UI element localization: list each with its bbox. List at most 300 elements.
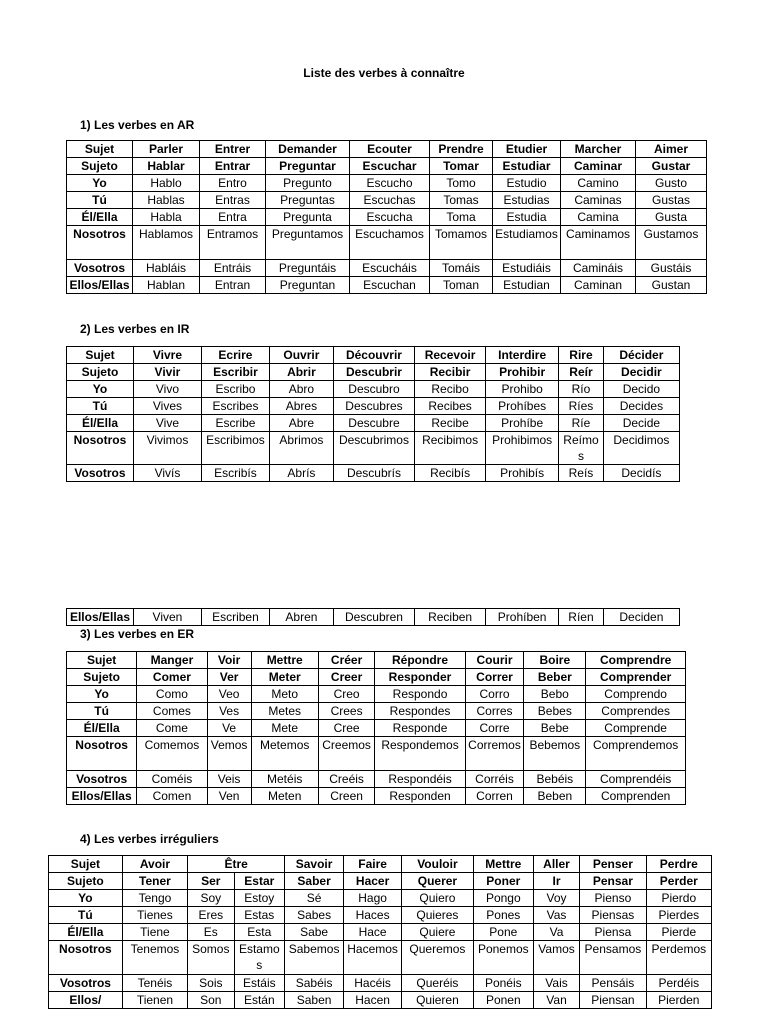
table-cell: Descubrís — [333, 465, 414, 482]
table-cell: Sabéis — [285, 975, 344, 992]
table-row — [49, 924, 712, 941]
table-row — [67, 465, 680, 482]
table-cell: Comen — [137, 788, 207, 805]
table-cell: Hago — [344, 890, 402, 907]
table-row — [49, 890, 712, 907]
table-cell: Entráis — [200, 260, 266, 277]
table-cell: Pones — [473, 907, 533, 924]
row-subject-cell: Ellos/Ellas — [67, 609, 134, 626]
row-subject-cell: Yo — [67, 686, 137, 703]
row-subject-cell: Nosotros — [49, 941, 123, 975]
table-cell: Bebe — [524, 720, 586, 737]
table-cell: Prohíbe — [486, 415, 559, 432]
table-cell: Gusta — [636, 209, 707, 226]
table-cell: Creéis — [318, 771, 375, 788]
table-cell: Descubren — [333, 609, 414, 626]
table-row — [49, 975, 712, 992]
table-cell: Pensamos — [580, 941, 646, 975]
table-cell: Decides — [603, 398, 679, 415]
table-cell: Ver — [207, 669, 251, 686]
table-cell: Perdéis — [646, 975, 711, 992]
table-cell: Interdire — [486, 347, 559, 364]
table-cell: Sois — [188, 975, 234, 992]
table-row — [67, 609, 680, 626]
table-cell: Bebéis — [524, 771, 586, 788]
table-cell: Escribo — [201, 381, 269, 398]
table-row — [67, 260, 707, 277]
table-row — [67, 737, 686, 771]
table-cell: Corro — [465, 686, 524, 703]
table-cell: Haces — [344, 907, 402, 924]
table-cell: Reímos — [559, 432, 604, 465]
table-cell: Respondo — [375, 686, 465, 703]
table-cell: Somos — [188, 941, 234, 975]
table-cell: Gusto — [636, 175, 707, 192]
table-cell: Ponen — [473, 992, 533, 1009]
table-cell: Entra — [200, 209, 266, 226]
table-cell: Escribimos — [201, 432, 269, 465]
table-cell: Escucho — [350, 175, 430, 192]
table-cell: Hacemos — [344, 941, 402, 975]
table-cell: Comprendo — [586, 686, 686, 703]
table-cell: Caminamos — [561, 226, 636, 260]
table-cell: Caminas — [561, 192, 636, 209]
table-cell: Hablas — [133, 192, 200, 209]
table-header-cell: Aller — [533, 856, 579, 873]
row-subject-cell: Tú — [67, 703, 137, 720]
table-cell: Ecouter — [350, 141, 430, 158]
table-cell: Deciden — [603, 609, 679, 626]
row-subject-cell: Sujeto — [67, 158, 133, 175]
table-cell: Estudias — [493, 192, 561, 209]
table-cell: Recibes — [415, 398, 486, 415]
table-cell: Sabes — [285, 907, 344, 924]
table-cell: Correr — [465, 669, 524, 686]
row-subject-cell: Sujet — [67, 652, 137, 669]
table-cell: Preguntan — [266, 277, 350, 294]
table-cell: Estar — [234, 873, 285, 890]
row-subject-cell: Nosotros — [67, 226, 133, 260]
page-title: Liste des verbes à connaître — [303, 66, 465, 80]
table-cell: Abres — [269, 398, 333, 415]
table-cell: Son — [188, 992, 234, 1009]
table-cell: Queremos — [402, 941, 474, 975]
table-cell: Prohibo — [486, 381, 559, 398]
table-cell: Beber — [524, 669, 586, 686]
table-cell: Pienso — [580, 890, 646, 907]
table-row — [67, 398, 680, 415]
row-subject-cell: Tú — [49, 907, 123, 924]
row-subject-cell: Nosotros — [67, 737, 137, 771]
table-cell: Pierden — [646, 992, 711, 1009]
table-cell: Comprendre — [586, 652, 686, 669]
table-cell: Tenéis — [122, 975, 187, 992]
table-cell: Abren — [269, 609, 333, 626]
table-cell: Quiero — [402, 890, 474, 907]
row-subject-cell: Yo — [49, 890, 123, 907]
row-subject-cell: Él/Ella — [67, 415, 134, 432]
table-row — [67, 686, 686, 703]
row-subject-cell: Ellos/Ellas — [67, 788, 137, 805]
table-cell: Abrir — [269, 364, 333, 381]
table-cell: Tenemos — [122, 941, 187, 975]
table-cell: Tienes — [122, 907, 187, 924]
section-heading-irregular: 4) Les verbes irréguliers — [80, 832, 219, 846]
table-cell: Saben — [285, 992, 344, 1009]
table-cell: Cree — [318, 720, 375, 737]
verbs-ir-continuation-table — [66, 608, 680, 626]
table-cell: Reír — [559, 364, 604, 381]
table-cell: Abre — [269, 415, 333, 432]
table-cell: Habla — [133, 209, 200, 226]
table-cell: Entramos — [200, 226, 266, 260]
table-cell: Vemos — [207, 737, 251, 771]
table-cell: Prohíbes — [486, 398, 559, 415]
row-subject-cell: Sujet — [67, 141, 133, 158]
table-cell: Vivimos — [133, 432, 201, 465]
table-cell: Estoy — [234, 890, 285, 907]
table-cell: Decidís — [603, 465, 679, 482]
table-cell: Hablo — [133, 175, 200, 192]
table-cell: Ríes — [559, 398, 604, 415]
table-cell: Gustamos — [636, 226, 707, 260]
row-subject-cell: Tú — [67, 398, 134, 415]
table-cell: Recevoir — [415, 347, 486, 364]
table-cell: Etudier — [493, 141, 561, 158]
table-row — [67, 192, 707, 209]
row-subject-cell: Ellos/ — [49, 992, 123, 1009]
table-cell: Meten — [251, 788, 318, 805]
table-cell: Ser — [188, 873, 234, 890]
table-cell: Sabe — [285, 924, 344, 941]
table-cell: Abrís — [269, 465, 333, 482]
table-row — [49, 873, 712, 890]
table-cell: Escucha — [350, 209, 430, 226]
table-cell: Escribir — [201, 364, 269, 381]
table-cell: Demander — [266, 141, 350, 158]
row-subject-cell: Vosotros — [67, 260, 133, 277]
table-cell: Crees — [318, 703, 375, 720]
section-heading-er: 3) Les verbes en ER — [80, 627, 195, 641]
table-cell: Queréis — [402, 975, 474, 992]
table-cell: Vivir — [133, 364, 201, 381]
table-cell: Toma — [430, 209, 493, 226]
table-cell: Hablamos — [133, 226, 200, 260]
table-cell: Aimer — [636, 141, 707, 158]
table-cell: Respondéis — [375, 771, 465, 788]
table-cell: Tomáis — [430, 260, 493, 277]
section-heading-ar: 1) Les verbes en AR — [80, 118, 195, 132]
table-cell: Ríe — [559, 415, 604, 432]
table-cell: Descubro — [333, 381, 414, 398]
table-cell: Corre — [465, 720, 524, 737]
table-cell: Recibe — [415, 415, 486, 432]
table-header-cell: Être — [188, 856, 285, 873]
table-cell: Viven — [133, 609, 201, 626]
table-cell: Ves — [207, 703, 251, 720]
table-cell: Ríen — [559, 609, 604, 626]
table-cell: Entro — [200, 175, 266, 192]
table-cell: Gustan — [636, 277, 707, 294]
table-row — [49, 992, 712, 1009]
table-cell: Entras — [200, 192, 266, 209]
table-cell: Recibís — [415, 465, 486, 482]
verbs-ir-table — [66, 346, 680, 482]
table-cell: Vive — [133, 415, 201, 432]
table-cell: Escucháis — [350, 260, 430, 277]
table-cell: Responden — [375, 788, 465, 805]
table-cell: Van — [533, 992, 579, 1009]
table-cell: Decidimos — [603, 432, 679, 465]
table-cell: Ir — [533, 873, 579, 890]
table-header-cell: Perdre — [646, 856, 711, 873]
table-cell: Perdemos — [646, 941, 711, 975]
table-cell: Vivre — [133, 347, 201, 364]
table-row — [67, 347, 680, 364]
table-cell: Camináis — [561, 260, 636, 277]
table-cell: Quieres — [402, 907, 474, 924]
table-row — [67, 158, 707, 175]
table-cell: Pensáis — [580, 975, 646, 992]
table-cell: Caminar — [561, 158, 636, 175]
table-cell: Gustas — [636, 192, 707, 209]
table-cell: Creemos — [318, 737, 375, 771]
table-cell: Coméis — [137, 771, 207, 788]
table-cell: Saber — [285, 873, 344, 890]
table-header-cell: Avoir — [122, 856, 187, 873]
table-cell: Respondes — [375, 703, 465, 720]
table-row — [67, 432, 680, 465]
table-cell: Prohibir — [486, 364, 559, 381]
table-cell: Piensa — [580, 924, 646, 941]
table-cell: Escribes — [201, 398, 269, 415]
table-cell: Perder — [646, 873, 711, 890]
table-cell: Estudiamos — [493, 226, 561, 260]
row-subject-cell: Sujet — [67, 347, 134, 364]
table-row — [67, 175, 707, 192]
table-cell: Hablan — [133, 277, 200, 294]
table-cell: Estudio — [493, 175, 561, 192]
table-cell: Rire — [559, 347, 604, 364]
table-cell: Estudiáis — [493, 260, 561, 277]
table-cell: Decido — [603, 381, 679, 398]
table-cell: Bebo — [524, 686, 586, 703]
table-cell: Parler — [133, 141, 200, 158]
table-row — [67, 141, 707, 158]
table-cell: Piensas — [580, 907, 646, 924]
table-cell: Recibimos — [415, 432, 486, 465]
table-cell: Tomamos — [430, 226, 493, 260]
table-cell: Veo — [207, 686, 251, 703]
table-cell: Come — [137, 720, 207, 737]
table-cell: Ponéis — [473, 975, 533, 992]
table-cell: Veis — [207, 771, 251, 788]
table-cell: Preguntáis — [266, 260, 350, 277]
table-cell: Prohibimos — [486, 432, 559, 465]
table-row — [67, 209, 707, 226]
verbs-er-table — [66, 651, 686, 805]
table-cell: Metemos — [251, 737, 318, 771]
table-cell: Vives — [133, 398, 201, 415]
table-cell: Mete — [251, 720, 318, 737]
table-cell: Pierdes — [646, 907, 711, 924]
table-cell: Pierde — [646, 924, 711, 941]
table-cell: Gustar — [636, 158, 707, 175]
table-cell: Soy — [188, 890, 234, 907]
row-subject-cell: Sujeto — [67, 669, 137, 686]
table-cell: Pregunto — [266, 175, 350, 192]
table-cell: Corremos — [465, 737, 524, 771]
table-cell: Abrimos — [269, 432, 333, 465]
table-cell: Bebemos — [524, 737, 586, 771]
table-cell: Corres — [465, 703, 524, 720]
table-cell: Estudia — [493, 209, 561, 226]
row-subject-cell: Sujeto — [49, 873, 123, 890]
table-cell: Creer — [318, 669, 375, 686]
row-subject-cell: Nosotros — [67, 432, 134, 465]
table-row — [67, 277, 707, 294]
table-cell: Pone — [473, 924, 533, 941]
table-cell: Están — [234, 992, 285, 1009]
table-cell: Reciben — [415, 609, 486, 626]
table-cell: Querer — [402, 873, 474, 890]
table-cell: Quiere — [402, 924, 474, 941]
table-cell: Vivís — [133, 465, 201, 482]
table-row — [49, 907, 712, 924]
table-cell: Comprende — [586, 720, 686, 737]
table-cell: Voy — [533, 890, 579, 907]
table-cell: Beben — [524, 788, 586, 805]
table-cell: Escuchamos — [350, 226, 430, 260]
table-cell: Entran — [200, 277, 266, 294]
table-cell: Meter — [251, 669, 318, 686]
table-cell: Comes — [137, 703, 207, 720]
row-subject-cell: Él/Ella — [67, 720, 137, 737]
table-cell: Ponemos — [473, 941, 533, 975]
table-cell: Tengo — [122, 890, 187, 907]
table-cell: Comer — [137, 669, 207, 686]
table-cell: Ecrire — [201, 347, 269, 364]
row-subject-cell: Vosotros — [67, 465, 134, 482]
table-cell: Voir — [207, 652, 251, 669]
table-cell: Abro — [269, 381, 333, 398]
table-row — [67, 381, 680, 398]
table-cell: Escribe — [201, 415, 269, 432]
table-cell: Vas — [533, 907, 579, 924]
table-cell: Tomo — [430, 175, 493, 192]
table-cell: Hacéis — [344, 975, 402, 992]
table-cell: Escribís — [201, 465, 269, 482]
table-cell: Prohibís — [486, 465, 559, 482]
table-cell: Ve — [207, 720, 251, 737]
table-cell: Camino — [561, 175, 636, 192]
table-cell: Comemos — [137, 737, 207, 771]
table-cell: Responde — [375, 720, 465, 737]
table-cell: Hacer — [344, 873, 402, 890]
table-header-cell: Penser — [580, 856, 646, 873]
table-cell: Como — [137, 686, 207, 703]
table-cell: Estamos — [234, 941, 285, 975]
table-cell: Descubre — [333, 415, 414, 432]
table-header-cell: Savoir — [285, 856, 344, 873]
table-cell: Descubrimos — [333, 432, 414, 465]
table-cell: Reís — [559, 465, 604, 482]
table-row — [67, 652, 686, 669]
table-row — [49, 856, 712, 873]
table-cell: Comprender — [586, 669, 686, 686]
table-row — [49, 941, 712, 975]
table-header-cell: Faire — [344, 856, 402, 873]
table-cell: Créer — [318, 652, 375, 669]
table-cell: Sabemos — [285, 941, 344, 975]
table-cell: Ven — [207, 788, 251, 805]
table-cell: Es — [188, 924, 234, 941]
table-cell: Creen — [318, 788, 375, 805]
table-row — [67, 415, 680, 432]
verbs-ar-table — [66, 140, 707, 294]
table-cell: Prendre — [430, 141, 493, 158]
table-cell: Répondre — [375, 652, 465, 669]
table-cell: Recibo — [415, 381, 486, 398]
row-subject-cell: Yo — [67, 175, 133, 192]
table-cell: Meto — [251, 686, 318, 703]
table-cell: Comprendemos — [586, 737, 686, 771]
table-cell: Descubrir — [333, 364, 414, 381]
table-cell: Pongo — [473, 890, 533, 907]
table-cell: Estudiar — [493, 158, 561, 175]
table-cell: Ouvrir — [269, 347, 333, 364]
table-row — [67, 364, 680, 381]
table-cell: Hacen — [344, 992, 402, 1009]
table-cell: Vais — [533, 975, 579, 992]
table-cell: Descubres — [333, 398, 414, 415]
table-cell: Découvrir — [333, 347, 414, 364]
table-cell: Esta — [234, 924, 285, 941]
table-row — [67, 226, 707, 260]
table-cell: Camina — [561, 209, 636, 226]
table-cell: Tomas — [430, 192, 493, 209]
table-cell: Marcher — [561, 141, 636, 158]
table-cell: Comprendéis — [586, 771, 686, 788]
table-cell: Responder — [375, 669, 465, 686]
table-cell: Escuchas — [350, 192, 430, 209]
table-cell: Metes — [251, 703, 318, 720]
table-cell: Eres — [188, 907, 234, 924]
table-cell: Sé — [285, 890, 344, 907]
table-cell: Manger — [137, 652, 207, 669]
section-heading-ir: 2) Les verbes en IR — [80, 322, 190, 336]
table-header-cell: Vouloir — [402, 856, 474, 873]
table-row — [67, 720, 686, 737]
table-cell: Tiene — [122, 924, 187, 941]
table-row — [67, 669, 686, 686]
table-cell: Comprendes — [586, 703, 686, 720]
table-cell: Respondemos — [375, 737, 465, 771]
table-cell: Piensan — [580, 992, 646, 1009]
table-cell: Prohíben — [486, 609, 559, 626]
table-cell: Decidir — [603, 364, 679, 381]
table-cell: Boire — [524, 652, 586, 669]
table-cell: Comprenden — [586, 788, 686, 805]
row-subject-cell: Yo — [67, 381, 134, 398]
table-cell: Décider — [603, 347, 679, 364]
table-cell: Pregunta — [266, 209, 350, 226]
table-cell: Gustáis — [636, 260, 707, 277]
table-cell: Entrer — [200, 141, 266, 158]
table-cell: Río — [559, 381, 604, 398]
row-subject-cell: Tú — [67, 192, 133, 209]
table-cell: Caminan — [561, 277, 636, 294]
